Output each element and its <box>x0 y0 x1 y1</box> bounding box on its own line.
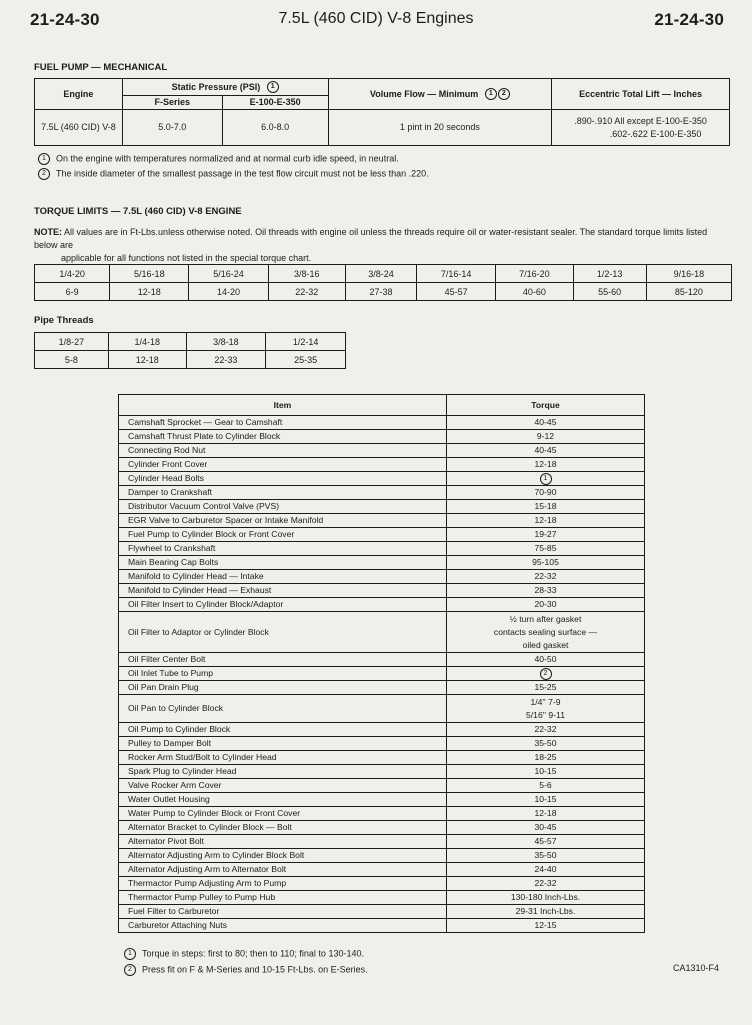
torque-cell: 24-40 <box>447 863 645 877</box>
footnote-1-marker: 1 <box>485 88 497 100</box>
pipe-threads-table <box>34 332 346 369</box>
item-cell: Connecting Rod Nut <box>119 444 447 458</box>
table-row <box>119 472 645 486</box>
torque-cell: 19-27 <box>447 528 645 542</box>
item-cell: Thermactor Pump Adjusting Arm to Pump <box>119 877 447 891</box>
pipe-threads-heading: Pipe Threads <box>34 315 94 326</box>
table-row <box>119 751 645 765</box>
table-row <box>119 416 645 430</box>
col-item: Item <box>119 395 447 416</box>
torque-cell: 22-32 <box>447 570 645 584</box>
thread-size-cell: 1/4-20 <box>35 265 110 283</box>
fseries-cell: 5.0-7.0 <box>122 110 222 146</box>
torque-value-cell: 14-20 <box>189 283 268 301</box>
eccentric-cell: .890-.910 All except E-100-E-350 .602-.622 E-100-E-350 <box>552 110 730 146</box>
item-cell: Oil Inlet Tube to Pump <box>119 667 447 681</box>
table-row <box>119 681 645 695</box>
torque-cell <box>447 667 645 681</box>
item-cell: EGR Valve to Carburetor Spacer or Intake Manifold <box>119 514 447 528</box>
sub-col-fseries: F-Series <box>122 96 222 110</box>
thread-size-cell: 3/8-24 <box>345 265 416 283</box>
torque-cell: 20-30 <box>447 598 645 612</box>
engine-cell: 7.5L (460 CID) V-8 <box>35 110 123 146</box>
item-cell: Camshaft Thrust Plate to Cylinder Block <box>119 430 447 444</box>
table-row <box>119 430 645 444</box>
table-row <box>119 528 645 542</box>
torque-cell <box>447 612 645 653</box>
torque-cell: 5-6 <box>447 779 645 793</box>
item-cell: Alternator Adjusting Arm to Cylinder Block Bolt <box>119 849 447 863</box>
table-row <box>119 821 645 835</box>
table-row <box>119 500 645 514</box>
item-cell: Oil Filter Center Bolt <box>119 653 447 667</box>
torque-cell: 12-18 <box>447 458 645 472</box>
page-title: 7.5L (460 CID) V-8 Engines <box>278 10 474 27</box>
thread-size-cell: 7/16-20 <box>496 265 573 283</box>
item-cell: Manifold to Cylinder Head — Intake <box>119 570 447 584</box>
fuel-footnote-2: 2 The inside diameter of the smallest passage in the test flow circuit must not be less than .220. <box>38 168 429 180</box>
torque-value-cell: 85-120 <box>646 283 731 301</box>
pipe-torque-cell: 22-33 <box>186 351 266 369</box>
torque-cell: 12-18 <box>447 807 645 821</box>
table-row <box>119 514 645 528</box>
item-cell: Oil Filter to Adaptor or Cylinder Block <box>119 612 447 653</box>
item-cell: Oil Pan to Cylinder Block <box>119 695 447 723</box>
table-row <box>119 737 645 751</box>
torque-line: 1/4'' 7-9 <box>530 696 561 707</box>
torque-cell: 35-50 <box>447 737 645 751</box>
figure-code: CA1310-F4 <box>673 963 720 973</box>
torque-value-cell: 45-57 <box>417 283 496 301</box>
item-cell: Damper to Crankshaft <box>119 486 447 500</box>
fuel-footnote-1: 1 On the engine with temperatures normalized and at normal curb idle speed, in neutral. <box>38 153 399 165</box>
torque-value-cell: 12-18 <box>110 283 189 301</box>
item-cell: Oil Pump to Cylinder Block <box>119 723 447 737</box>
pipe-torque-cell: 12-18 <box>108 351 186 369</box>
torque-cell: 130-180 Inch-Lbs. <box>447 891 645 905</box>
torque-cell <box>447 472 645 486</box>
sub-col-e100: E-100-E-350 <box>222 96 328 110</box>
table-row <box>119 765 645 779</box>
torque-cell: 12-15 <box>447 919 645 933</box>
page-number-right: 21-24-30 <box>654 10 724 29</box>
table-row <box>119 598 645 612</box>
torque-cell: 29-31 Inch-Lbs. <box>447 905 645 919</box>
table-row <box>119 891 645 905</box>
table-row <box>119 849 645 863</box>
table-row <box>119 612 645 653</box>
torque-line: oiled gasket <box>522 639 569 650</box>
torque-note: NOTE: All values are in Ft-Lbs.unless otherwise noted. Oil threads with engine oil unless the threads require oil or water-resistant sealer. The standard torque limits listed below are applicable for all functions not listed in the special torque chart. <box>34 227 708 263</box>
thread-size-cell: 5/16-24 <box>189 265 268 283</box>
item-cell: Fuel Filter to Carburetor <box>119 905 447 919</box>
item-cell: Rocker Arm Stud/Bolt to Cylinder Head <box>119 751 447 765</box>
torque-line: contacts sealing surface — <box>493 626 598 637</box>
item-cell: Flywheel to Crankshaft <box>119 542 447 556</box>
col-torque: Torque <box>447 395 645 416</box>
pipe-size-cell: 1/2-14 <box>266 333 346 351</box>
footnote-marker: 2 <box>540 668 552 680</box>
page-number-left: 21-24-30 <box>30 10 100 29</box>
torque-cell: 40-45 <box>447 416 645 430</box>
item-cell: Oil Pan Drain Plug <box>119 681 447 695</box>
item-cell: Oil Filter Insert to Cylinder Block/Adaptor <box>119 598 447 612</box>
item-cell: Cylinder Head Bolts <box>119 472 447 486</box>
torque-cell: 28-33 <box>447 584 645 598</box>
torque-cell: 45-57 <box>447 835 645 849</box>
torque-cell: 12-18 <box>447 514 645 528</box>
special-torque-table <box>118 394 645 933</box>
torque-cell: 9-12 <box>447 430 645 444</box>
e100-cell: 6.0-8.0 <box>222 110 328 146</box>
thread-size-cell: 3/8-16 <box>268 265 345 283</box>
torque-cell: 15-25 <box>447 681 645 695</box>
pipe-torque-cell: 25-35 <box>266 351 346 369</box>
col-static-pressure: Static Pressure (PSI) 1 <box>122 79 328 96</box>
torque-cell: 95-105 <box>447 556 645 570</box>
col-eccentric-lift: Eccentric Total Lift — Inches <box>552 79 730 110</box>
item-cell: Camshaft Sprocket — Gear to Camshaft <box>119 416 447 430</box>
thread-size-cell: 1/2-13 <box>573 265 646 283</box>
item-cell: Main Bearing Cap Bolts <box>119 556 447 570</box>
item-cell: Fuel Pump to Cylinder Block or Front Cover <box>119 528 447 542</box>
table-row <box>119 667 645 681</box>
item-cell: Carburetor Attaching Nuts <box>119 919 447 933</box>
torque-value-cell: 6-9 <box>35 283 110 301</box>
torque-cell: 40-50 <box>447 653 645 667</box>
col-volume-flow: Volume Flow — Minimum 1 2 <box>328 79 552 110</box>
table-row <box>119 835 645 849</box>
table-row <box>119 486 645 500</box>
pipe-size-cell: 3/8-18 <box>186 333 266 351</box>
table-row <box>119 695 645 723</box>
table-row <box>119 444 645 458</box>
table-row <box>119 807 645 821</box>
torque-cell: 22-32 <box>447 723 645 737</box>
torque-footnote-1: 1 Torque in steps: first to 80; then to 110; final to 130-140. <box>124 948 364 960</box>
torque-cell: 40-45 <box>447 444 645 458</box>
table-row <box>119 919 645 933</box>
table-row <box>119 542 645 556</box>
table-row <box>119 570 645 584</box>
table-row <box>119 863 645 877</box>
item-cell: Alternator Pivot Bolt <box>119 835 447 849</box>
page-header <box>0 8 752 32</box>
table-row <box>119 584 645 598</box>
torque-value-cell: 27-38 <box>345 283 416 301</box>
torque-cell: 35-50 <box>447 849 645 863</box>
table-row <box>119 556 645 570</box>
table-row <box>119 723 645 737</box>
volume-cell: 1 pint in 20 seconds <box>328 110 552 146</box>
torque-value-cell: 22-32 <box>268 283 345 301</box>
col-engine: Engine <box>35 79 123 110</box>
table-row <box>119 877 645 891</box>
torque-value-cell: 40-60 <box>496 283 573 301</box>
thread-size-cell: 7/16-14 <box>417 265 496 283</box>
item-cell: Alternator Adjusting Arm to Alternator Bolt <box>119 863 447 877</box>
item-cell: Distributor Vacuum Control Valve (PVS) <box>119 500 447 514</box>
torque-cell: 22-32 <box>447 877 645 891</box>
torque-value-cell: 55-60 <box>573 283 646 301</box>
item-cell: Manifold to Cylinder Head — Exhaust <box>119 584 447 598</box>
torque-cell: 15-18 <box>447 500 645 514</box>
torque-cell <box>447 695 645 723</box>
torque-cell: 10-15 <box>447 765 645 779</box>
standard-torque-table <box>34 264 732 301</box>
table-row <box>119 458 645 472</box>
torque-cell: 30-45 <box>447 821 645 835</box>
item-cell: Water Pump to Cylinder Block or Front Cover <box>119 807 447 821</box>
torque-line: ½ turn after gasket <box>509 613 582 624</box>
torque-cell: 75-85 <box>447 542 645 556</box>
fuel-pump-table <box>34 78 730 146</box>
pipe-torque-cell: 5-8 <box>35 351 109 369</box>
footnote-1-marker: 1 <box>267 81 279 93</box>
item-cell: Pulley to Damper Bolt <box>119 737 447 751</box>
pipe-size-cell: 1/4-18 <box>108 333 186 351</box>
torque-heading: TORQUE LIMITS — 7.5L (460 CID) V-8 ENGINE <box>34 206 242 217</box>
torque-line: 5/16'' 9-11 <box>526 709 565 720</box>
torque-cell: 18-25 <box>447 751 645 765</box>
torque-cell: 70-90 <box>447 486 645 500</box>
table-row <box>119 653 645 667</box>
item-cell: Water Outlet Housing <box>119 793 447 807</box>
item-cell: Spark Plug to Cylinder Head <box>119 765 447 779</box>
footnote-2-marker: 2 <box>498 88 510 100</box>
table-row <box>119 779 645 793</box>
thread-size-cell: 9/16-18 <box>646 265 731 283</box>
fuel-pump-heading: FUEL PUMP — MECHANICAL <box>34 62 168 73</box>
table-row <box>119 905 645 919</box>
thread-size-cell: 5/16-18 <box>110 265 189 283</box>
footnote-marker: 1 <box>540 473 552 485</box>
item-cell: Thermactor Pump Pulley to Pump Hub <box>119 891 447 905</box>
torque-footnote-2: 2 Press fit on F & M-Series and 10-15 Ft-Lbs. on E-Series. <box>124 964 368 976</box>
table-row <box>119 793 645 807</box>
item-cell: Valve Rocker Arm Cover <box>119 779 447 793</box>
pipe-size-cell: 1/8-27 <box>35 333 109 351</box>
item-cell: Alternator Bracket to Cylinder Block — Bolt <box>119 821 447 835</box>
item-cell: Cylinder Front Cover <box>119 458 447 472</box>
torque-cell: 10-15 <box>447 793 645 807</box>
